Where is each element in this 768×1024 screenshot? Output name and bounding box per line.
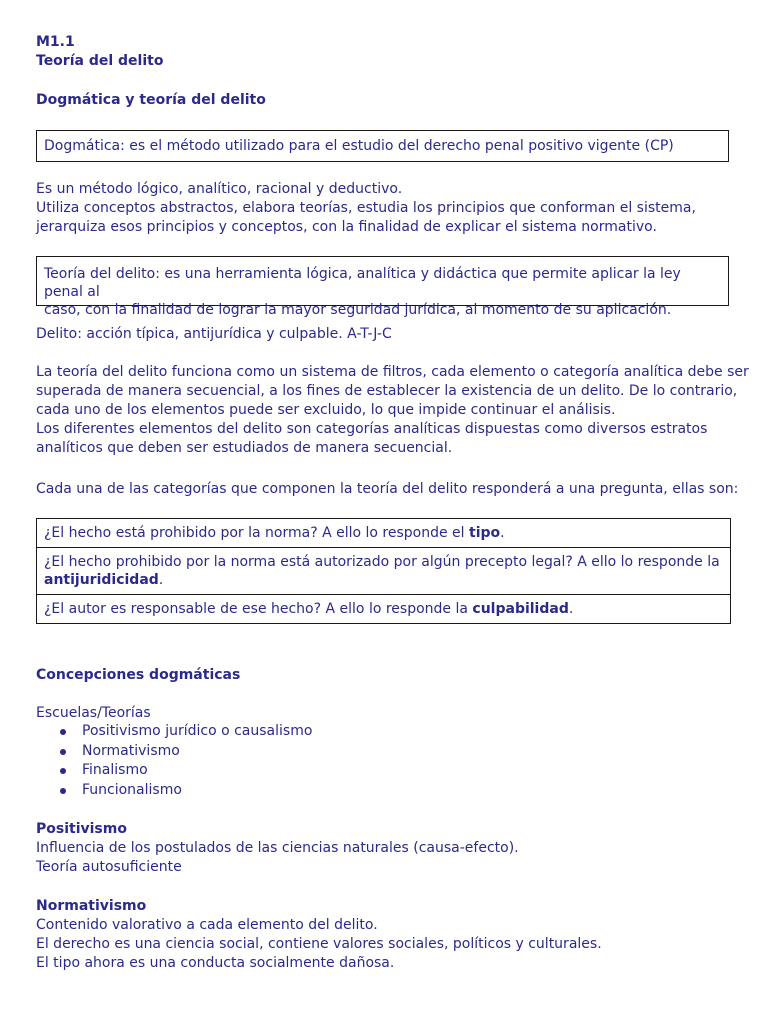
paragraph-line: Contenido valorativo a cada elemento del delito. — [36, 917, 378, 933]
question-row-tipo: ¿El hecho está prohibido por la norma? A ello lo responde el tipo. — [37, 519, 730, 548]
section-heading-dogmatica: Dogmática y teoría del delito — [36, 92, 266, 108]
paragraph-line: La teoría del delito funciona como un sistema de filtros, cada elemento o categoría analítica debe ser — [36, 364, 749, 380]
definition-line: Teoría del delito: es una herramienta lógica, analítica y didáctica que permite aplicar la ley penal al — [44, 266, 681, 300]
section-heading-concepciones: Concepciones dogmáticas — [36, 667, 241, 683]
question-row-culpabilidad: ¿El autor es responsable de ese hecho? A ello lo responde la culpabilidad. — [44, 601, 574, 617]
paragraph-line: Es un método lógico, analítico, racional y deductivo. — [36, 181, 403, 197]
schools-list — [36, 722, 312, 800]
schools-label: Escuelas/Teorías — [36, 705, 151, 721]
paragraph-line: jerarquiza esos principios y conceptos, con la finalidad de explicar el sistema normativo. — [36, 219, 657, 235]
answer-culpabilidad: culpabilidad — [472, 601, 569, 617]
definition-box-dogmatica — [36, 130, 729, 162]
definition-line: caso, con la finalidad de lograr la mayor seguridad jurídica, al momento de su aplicación. — [44, 302, 672, 318]
section-normativismo — [36, 897, 602, 973]
paragraph-categorias: Cada una de las categorías que componen la teoría del delito responderá a una pregunta, ellas son: — [36, 481, 739, 497]
paragraph-line: cada uno de los elementos puede ser excluido, lo que impide continuar el análisis. — [36, 402, 616, 418]
list-item: Positivismo jurídico o causalismo — [36, 722, 312, 742]
paragraph-line: El tipo ahora es una conducta socialmente dañosa. — [36, 955, 395, 971]
paragraph-line: Influencia de los postulados de las ciencias naturales (causa-efecto). — [36, 840, 519, 856]
question-row-antijuridicidad: ¿El hecho prohibido por la norma está autorizado por algún precepto legal? A ello lo responde la antijuridicidad. — [37, 548, 730, 595]
list-item: Finalismo — [36, 761, 312, 781]
paragraph-line: superada de manera secuencial, a los fines de establecer la existencia de un delito. De lo contrario, — [36, 383, 738, 399]
paragraph-line: Utiliza conceptos abstractos, elabora teorías, estudia los principios que conforman el sistema, — [36, 200, 696, 216]
paragraph-line: analíticos que deben ser estudiados de manera secuencial. — [36, 440, 453, 456]
list-item: Normativismo — [36, 742, 312, 762]
normativismo-heading: Normativismo — [36, 898, 147, 914]
paragraph-metodo — [36, 180, 696, 237]
page-title: Teoría del delito — [36, 53, 164, 69]
delito-definition: Delito: acción típica, antijurídica y culpable. A-T-J-C — [36, 326, 392, 342]
section-positivismo — [36, 820, 519, 877]
questions-table — [36, 518, 731, 624]
answer-antijuridicidad: antijuridicidad — [44, 572, 159, 588]
definition-box-teoria — [36, 256, 729, 318]
paragraph-filtros — [36, 363, 749, 458]
answer-tipo: tipo — [469, 525, 501, 541]
paragraph-line: Teoría autosuficiente — [36, 859, 182, 875]
paragraph-line: El derecho es una ciencia social, contiene valores sociales, políticos y culturales. — [36, 936, 602, 952]
definition-text-dogmatica: Dogmática: es el método utilizado para el estudio del derecho penal positivo vigente (CP) — [44, 138, 674, 154]
module-code: M1.1 — [36, 34, 75, 50]
paragraph-line: Los diferentes elementos del delito son categorías analíticas dispuestas como diversos estratos — [36, 421, 708, 437]
positivismo-heading: Positivismo — [36, 821, 127, 837]
list-item: Funcionalismo — [36, 781, 312, 801]
